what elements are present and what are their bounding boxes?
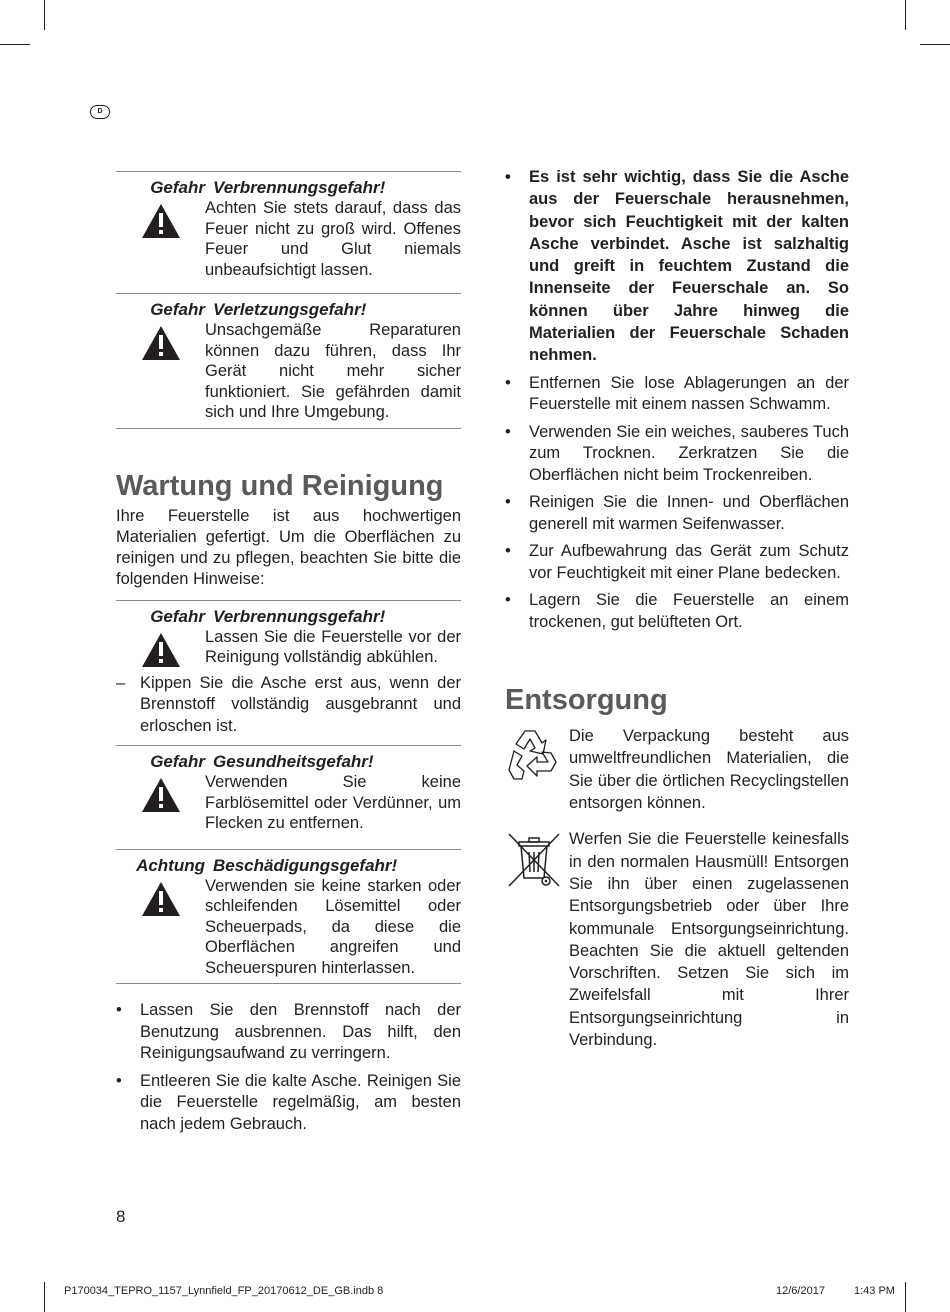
page-number: 8	[116, 1207, 126, 1226]
bullet-marker: •	[505, 542, 511, 561]
warning-kind: Gefahr	[150, 178, 205, 197]
list-item-text: Entleeren Sie die kalte Asche. Reinigen Sie die Feuerstelle regelmäßig, am besten nach jedem Gebrauch.	[140, 1071, 461, 1133]
warning-text: Achten Sie stets darauf, dass das Feuer nicht zu groß wird. Offenes Feuer und Glut niemals unbeaufsichtigt lassen.	[205, 199, 461, 279]
list-item	[116, 1000, 461, 1065]
recycling-icon	[505, 725, 569, 814]
warning-title: Verbrennungsgefahr!	[213, 606, 386, 626]
list-item-text: Es ist sehr wichtig, dass Sie die Asche aus der Feuerschale herausnehmen, bevor sich Feuchtigkeit mit der kalten Asche verbindet. Asche ist salzhaltig und greift in feuchtem Zustand die Innenseite der Feuerschale an. So können über Jahre hinweg die Materialien der Feuerschale Schaden nehmen.	[529, 168, 849, 365]
intro-paragraph: Ihre Feuerstelle ist aus hochwertigen Materialien gefertigt. Um die Oberflächen zu reinigen und zu pflegen, beachten Sie bitte die folgenden Hinweise:	[116, 506, 461, 588]
warning-box	[116, 293, 461, 429]
list-item-text: Reinigen Sie die Innen- und Oberflächen generell mit warmen Seifenwasser.	[529, 493, 849, 533]
list-item	[505, 590, 849, 633]
warning-box	[116, 849, 461, 985]
list-item-text: Kippen Sie die Asche erst aus, wenn der Brennstoff vollständig ausgebrannt und erloschen ist.	[140, 673, 461, 735]
list-item	[505, 492, 849, 535]
list-item-text: Lagern Sie die Feuerstelle an einem trockenen, gut belüfteten Ort.	[529, 591, 849, 631]
warning-kind: Gefahr	[150, 300, 205, 319]
warning-triangle-icon	[116, 627, 205, 668]
list-item	[116, 1071, 461, 1136]
warning-triangle-icon	[116, 198, 205, 280]
section-heading: Wartung und Reinigung	[116, 469, 444, 502]
list-item	[505, 541, 849, 584]
warning-kind: Gefahr	[150, 606, 205, 626]
bullet-marker: •	[505, 168, 511, 186]
list-item-text: Zur Aufbewahrung das Gerät zum Schutz vor Feuchtigkeit mit einer Plane bedecken.	[529, 542, 849, 582]
warning-text: Verwenden sie keine starken oder schleifenden Lösemittel oder Scheuerpads, da diese die Oberflächen angreifen und Scheuerspuren hinterlassen.	[205, 876, 461, 977]
footer-date: 12/6/2017	[776, 1285, 825, 1297]
list-item-text: Lassen Sie den Brennstoff nach der Benutzung ausbrennen. Das hilft, den Reinigungsaufwand zu verringern.	[140, 1001, 461, 1062]
crop-mark	[905, 0, 906, 30]
warning-box	[116, 745, 461, 839]
warning-text: Verwenden Sie keine Farblösemittel oder Verdünner, um Flecken zu entfernen.	[205, 773, 461, 832]
warning-title: Beschädigungsgefahr!	[213, 855, 398, 875]
left-column	[116, 171, 461, 1135]
language-badge: D	[90, 105, 110, 119]
weee-note	[505, 828, 849, 1051]
list-item	[505, 373, 849, 416]
list-item-important	[505, 166, 849, 367]
disposal-heading: Entsorgung	[505, 684, 668, 717]
crop-mark	[905, 1282, 906, 1312]
warning-triangle-icon	[116, 772, 205, 834]
warning-text: Lassen Sie die Feuerstelle vor der Reinigung vollständig abkühlen.	[205, 627, 461, 666]
warning-kind: Gefahr	[150, 752, 205, 771]
warning-title: Gesundheitsgefahr!	[213, 752, 374, 771]
warning-title: Verletzungsgefahr!	[213, 300, 367, 319]
bullet-marker: •	[116, 1001, 122, 1019]
recycling-text: Die Verpackung besteht aus umweltfreundlichen Materialien, die Sie über die örtlichen Recyclingstellen entsorgen können.	[569, 727, 849, 813]
recycling-note	[505, 725, 849, 814]
dash-marker: –	[116, 673, 126, 692]
bullet-marker: •	[505, 422, 511, 441]
bullet-marker: •	[505, 591, 511, 610]
crossed-out-bin-icon	[505, 828, 569, 1051]
warning-kind: Achtung	[136, 855, 205, 875]
warning-box	[116, 600, 461, 673]
bullet-marker: •	[505, 373, 511, 392]
list-item-text: Entfernen Sie lose Ablagerungen an der Feuerstelle mit einem nassen Schwamm.	[529, 373, 849, 414]
list-item-text: Verwenden Sie ein weiches, sauberes Tuch zum Trocknen. Zerkratzen Sie die Oberflächen nicht beim Trockenreiben.	[529, 422, 849, 484]
crop-mark	[0, 44, 30, 45]
list-item	[505, 422, 849, 487]
right-column	[505, 166, 849, 1051]
warning-text: Unsachgemäße Reparaturen können dazu führen, dass Ihr Gerät nicht mehr sicher funktioniert. Sie gefährden damit sich und Ihre Umgebung.	[205, 321, 461, 421]
warning-triangle-icon	[116, 876, 205, 979]
bullet-marker: •	[116, 1071, 122, 1090]
bullet-marker: •	[505, 493, 511, 512]
footer-file: P170034_TEPRO_1157_Lynnfield_FP_20170612_DE_GB.indb 8	[64, 1285, 384, 1297]
warning-triangle-icon	[116, 320, 205, 423]
crop-mark	[44, 1282, 45, 1312]
warning-title: Verbrennungsgefahr!	[213, 178, 386, 197]
warning-box	[116, 171, 461, 285]
crop-mark	[44, 0, 45, 30]
footer-time: 1:43 PM	[854, 1285, 895, 1297]
list-item	[116, 673, 461, 742]
weee-text: Werfen Sie die Feuerstelle keinesfalls in den normalen Hausmüll! Entsorgen Sie ihn über einen zugelassenen Entsorgungsbetrieb oder über Ihre kommunale Entsorgungseinrichtung. Beachten Sie die aktuell geltenden Vorschriften. Setzen Sie sich im Zweifelsfall mit Ihrer Entsorgungseinrichtung in Verbindung.	[569, 830, 849, 1050]
crop-mark	[920, 44, 950, 45]
